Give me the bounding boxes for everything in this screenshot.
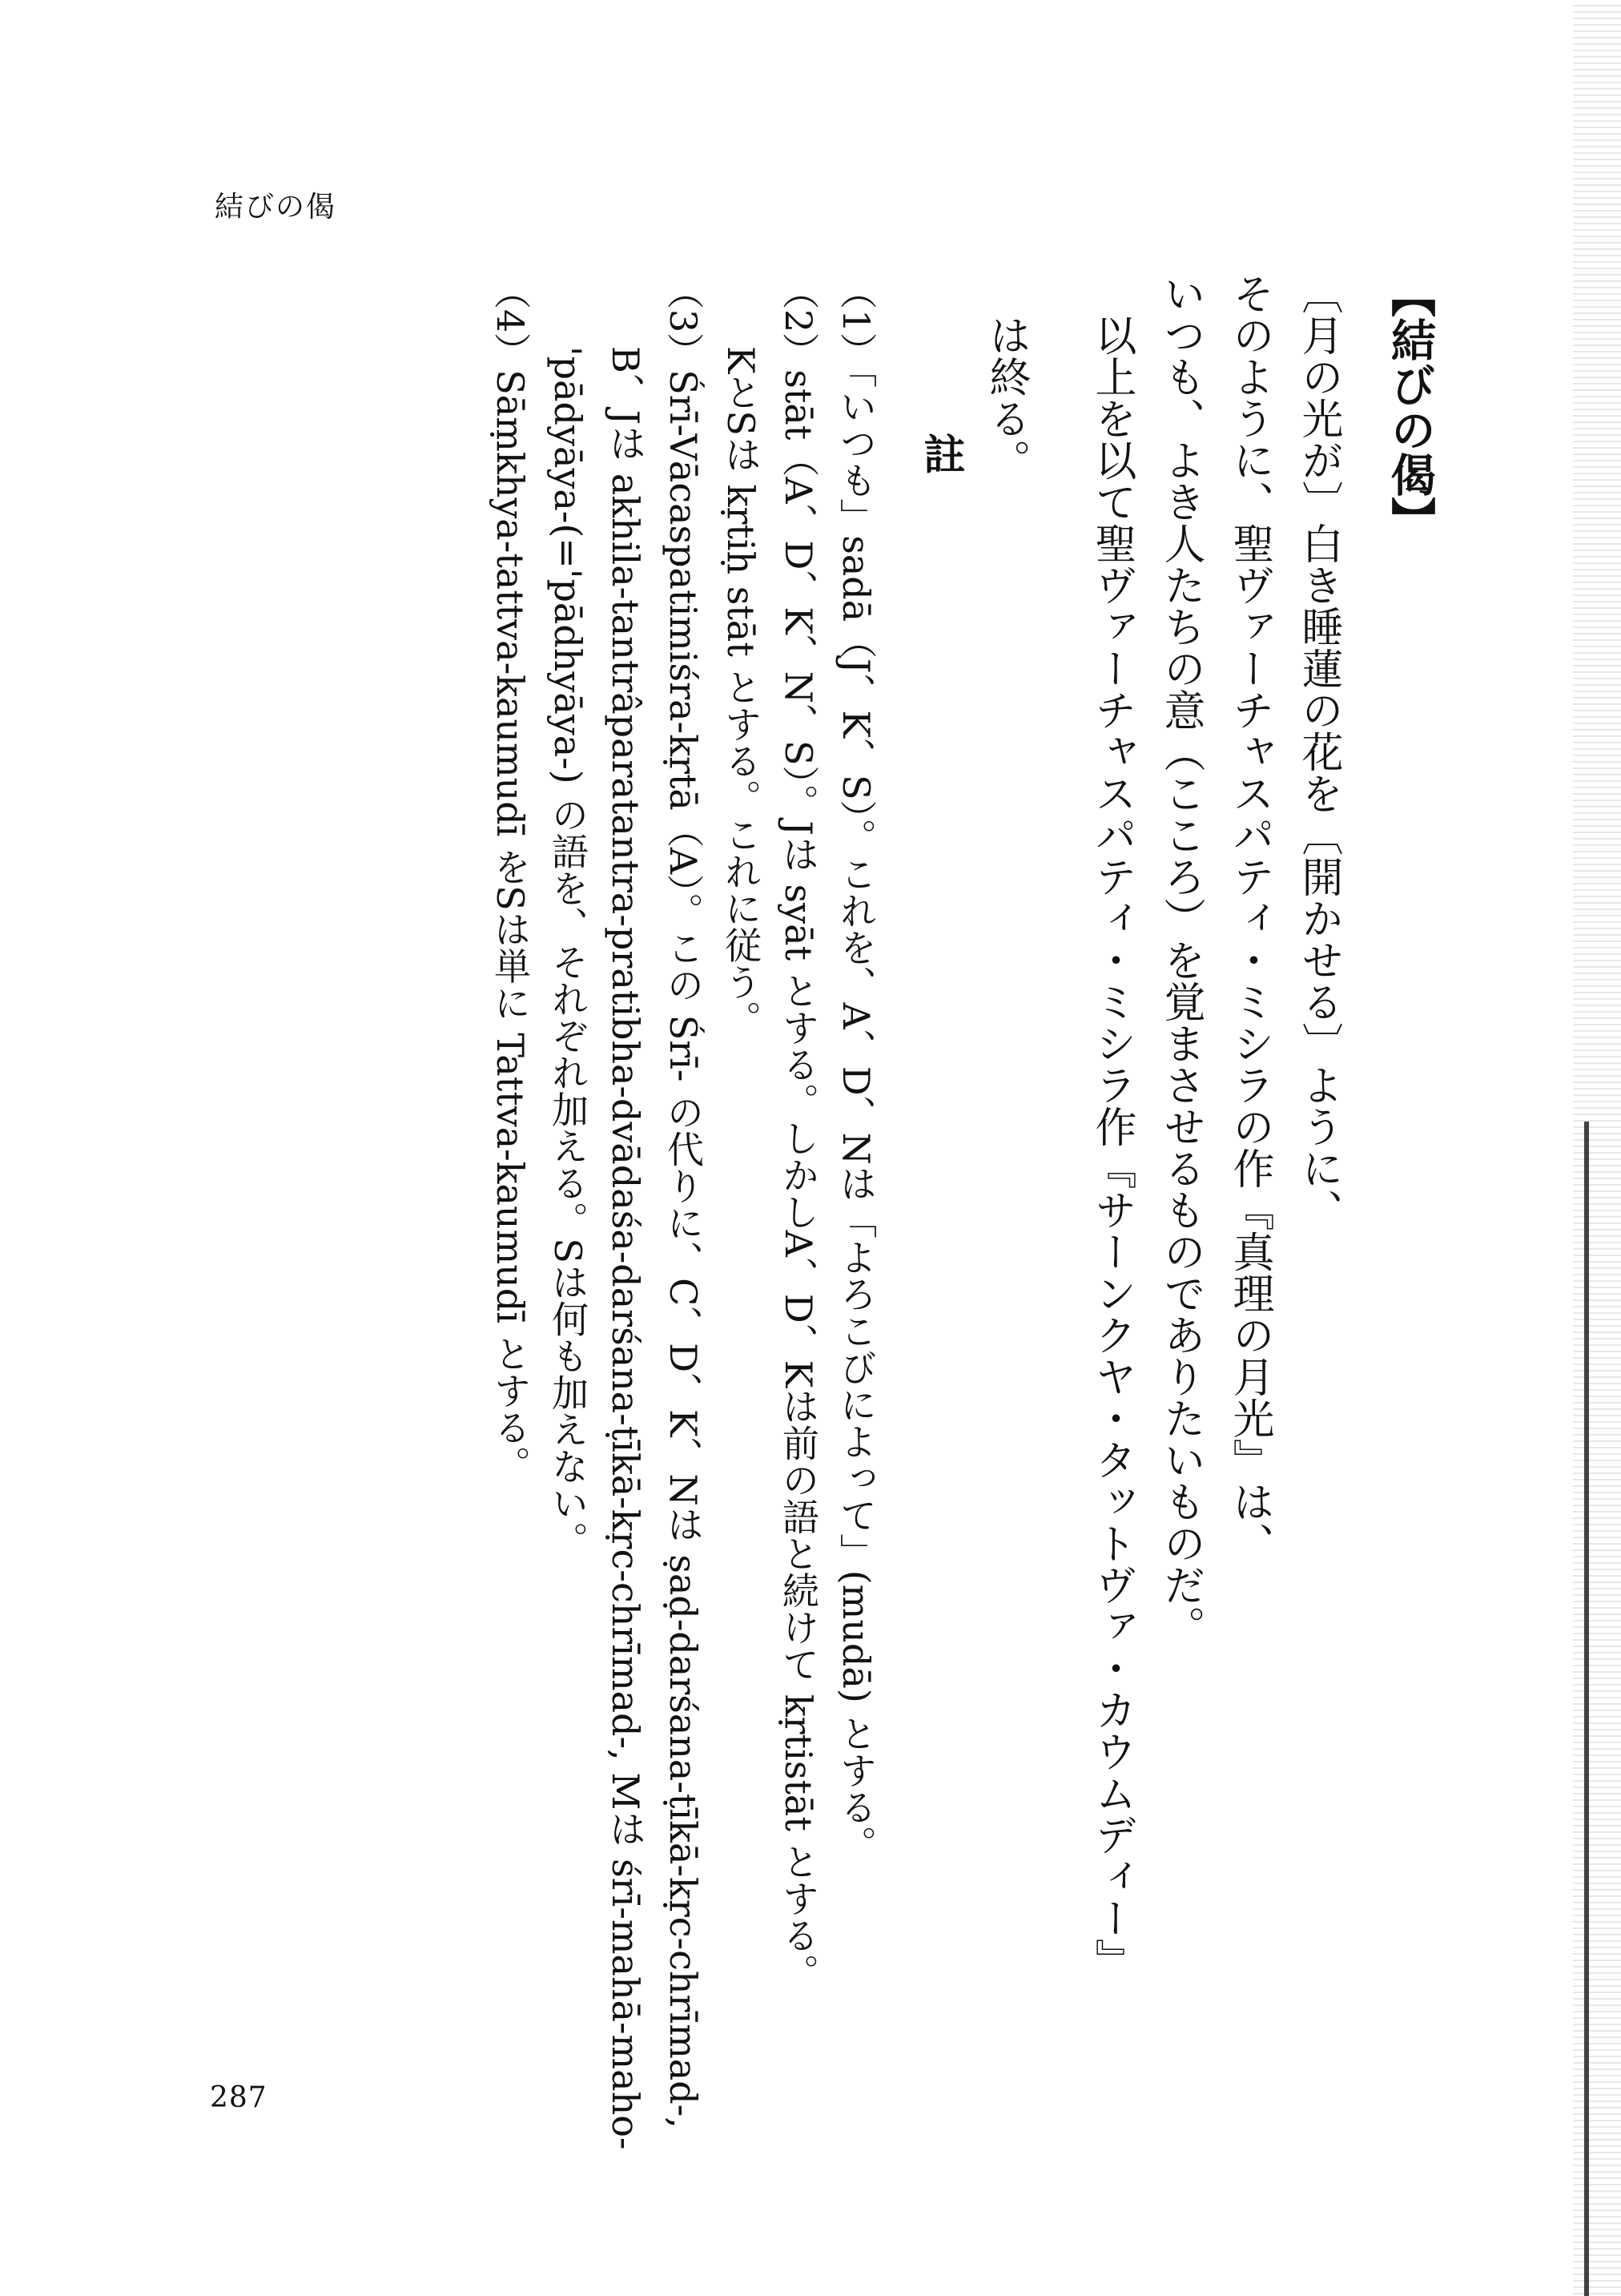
note-item: （3）Śrī-Vācaspatimiśra-kṛtā（A）。この Śrī- の代りに、C、D、K、Nは ṣaḍ-darśana-ṭīkā-kṛc-chrīmad-, xyxy=(662,272,705,2129)
section-heading: 【結びの偈】 xyxy=(1384,272,1436,542)
note-continuation: B、Jは akhila-tantrâparatantra-pratibha-dvādaśa-darśana-ṭīkā-kṛc-chrīmad-, Mは śrī-mahā-maho- xyxy=(604,346,647,2150)
verse-line: いつも、よき人たちの意（こころ）を覚まさせるものでありたいものだ。 xyxy=(1156,272,1205,1647)
colophon-line: は終る。 xyxy=(982,314,1030,481)
page-number: 287 xyxy=(210,2081,267,2114)
note-item: （2）stāt（A、D、K、N、S）。Jは syāt とする。しかしA、D、Kは前の語と続けて kṛtistāt とする。 xyxy=(777,272,820,1991)
note-continuation: 'pādyāya-(='pādhyāya-) の語を、それぞれ加える。Sは何も加えない。 xyxy=(546,346,589,1558)
vertical-text-body xyxy=(471,272,1436,2150)
running-head: 結びの偈 xyxy=(215,191,337,224)
note-continuation: KとSは kṛtiḥ stāt とする。これに従う。 xyxy=(719,346,762,1037)
page-edge xyxy=(1573,0,1621,2296)
page-edge-line xyxy=(1584,1122,1589,2296)
verse-line: 〔月の光が〕白き睡蓮の花を〔開かせる〕ように、 xyxy=(1294,272,1342,1231)
note-item: （1）「いつも」sadā（J、K、S）。これを、A、D、Nは「よろこびによって」(mudā) とする。 xyxy=(835,272,878,1863)
notes-title: 註 xyxy=(916,433,964,474)
verse-line: そのように、聖ヴァーチャスパティ・ミシラの作『真理の月光』は、 xyxy=(1225,272,1273,1564)
colophon-line: 以上を以て聖ヴァーチャスパティ・ミシラ作『サーンクヤ・タットヴァ・カウムディー』 xyxy=(1088,314,1136,1980)
note-item: （4）Sāṃkhya-tattva-kaumudī をSは単に Tattva-kaumudī とする。 xyxy=(489,272,532,1483)
